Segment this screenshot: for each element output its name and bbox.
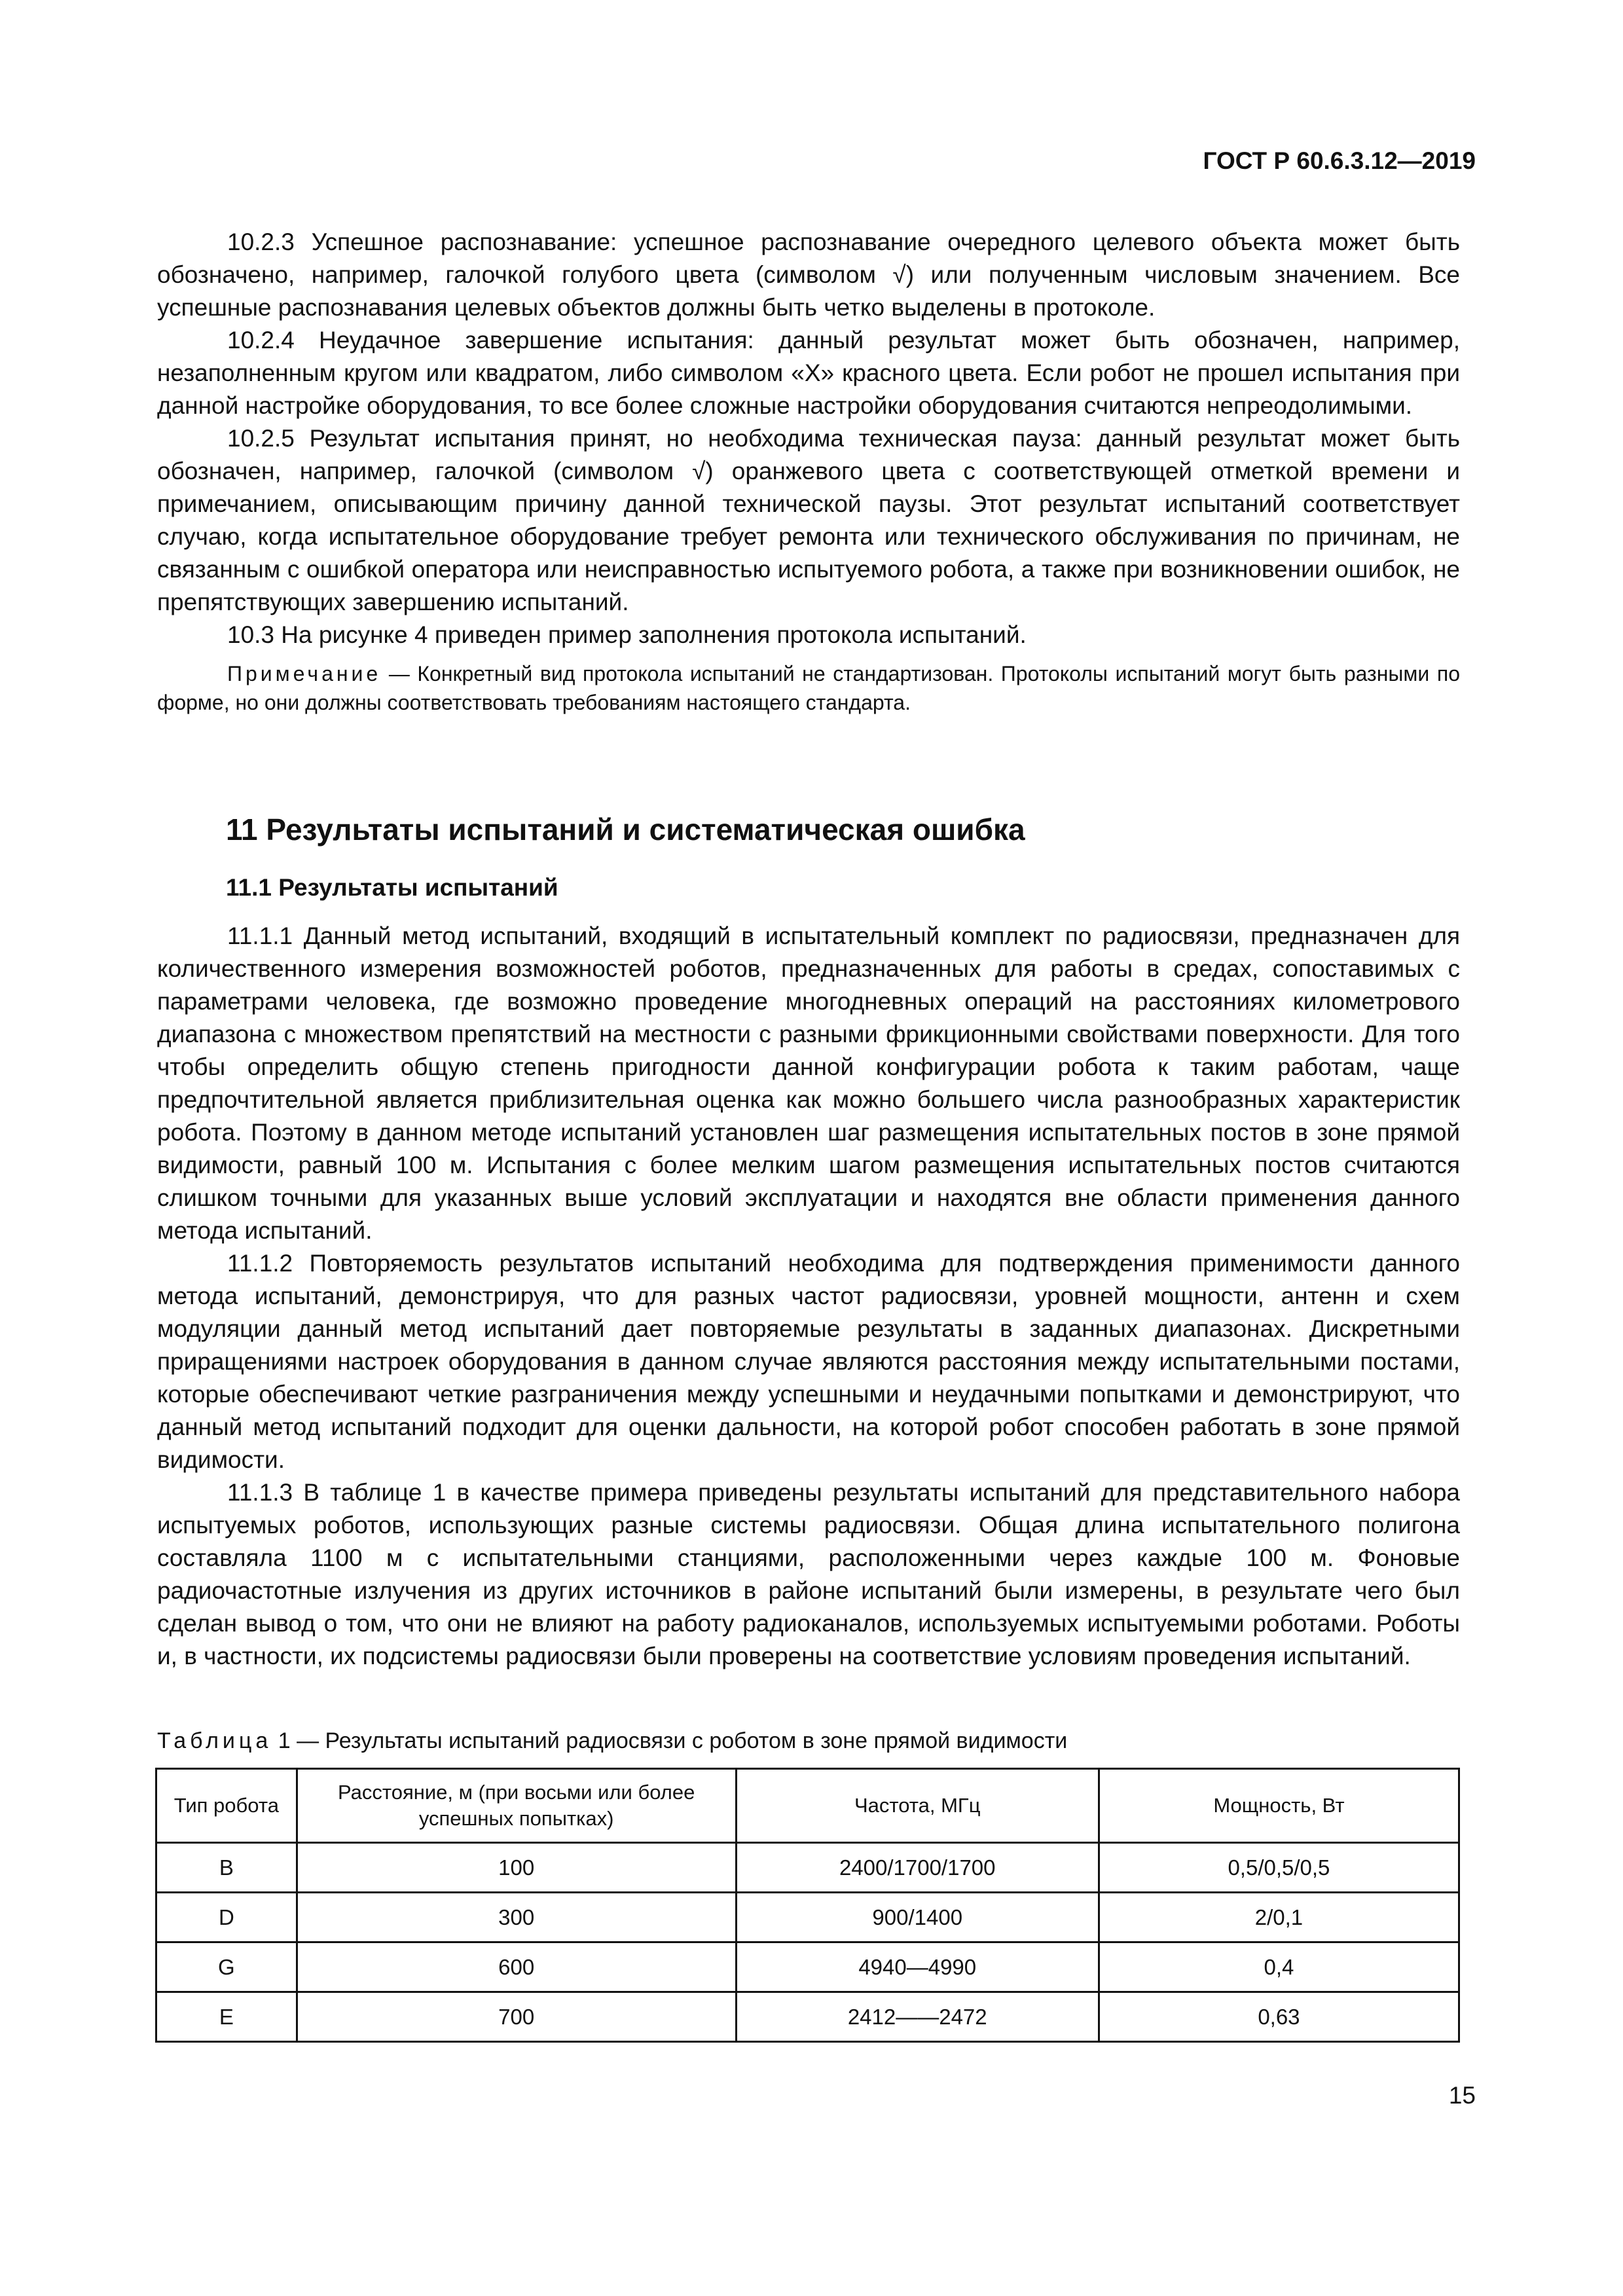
cell-distance: 300 [297,1893,736,1942]
paragraph-11-1-2: 11.1.2 Повторяемость результатов испытаний необходима для подтверждения применимости данного метода испытаний, демонстрируя, что для разных частот радиосвязи, уровней мощности, антенн и схем модуляции данный метод испытаний дает повторяемые результаты в заданных диапазонах. Дискретными приращениями настроек оборудования в данном случае являются расстояния между испытательными постами, которые обеспечивают четкие разграничения между успешными и неудачными попытками и демонстрируют, что данный метод испытаний подходит для оценки дальности, на которой робот способен работать в зоне прямой видимости. [157,1250,1460,1473]
paragraph-10-2-3: 10.2.3 Успешное распознавание: успешное распознавание очередного целевого объекта может быть обозначено, например, галочкой голубого цвета (символом √) или полученным числовым значением. Все успешные распознавания целевых объектов должны быть четко выделены в протоколе. [157,228,1460,321]
cell-distance: 600 [297,1942,736,1992]
paragraph-10-3: 10.3 На рисунке 4 приведен пример заполнения протокола испытаний. [227,621,1027,648]
cell-distance: 100 [297,1843,736,1893]
note [157,659,1460,717]
subsection-11-1-heading: 11.1 Результаты испытаний [226,874,558,901]
section-11-text [157,920,1460,1673]
cell-frequency: 2400/1700/1700 [736,1843,1099,1893]
cell-power: 0,63 [1099,1992,1459,2042]
table-row [156,1843,1459,1893]
cell-frequency: 900/1400 [736,1893,1099,1942]
paragraph-11-1-3: 11.1.3 В таблице 1 в качестве примера приведены результаты испытаний для представительного набора испытуемых роботов, использующих разные системы радиосвязи. Общая длина испытательного полигона составляла 1100 м с испытательными станциями, расположенными через каждые 100 м. Фоновые радиочастотные излучения из других источников в районе испытаний были измерены, в результате чего был сделан вывод о том, что они не влияют на работу радиоканалов, используемых испытуемыми роботами. Роботы и, в частности, их подсистемы радиосвязи были проверены на соответствие условиям проведения испытаний. [157,1479,1460,1669]
section-11-heading: 11 Результаты испытаний и систематическая ошибка [226,812,1025,847]
header-power: Мощность, Вт [1099,1769,1459,1843]
results-table [155,1768,1460,2043]
table-caption [157,1728,1067,1754]
note-text: — Конкретный вид протокола испытаний не стандартизован. Протоколы испытаний могут быть разными по форме, но они должны соответствовать требованиям настоящего стандарта. [157,662,1460,714]
document-code-header: ГОСТ Р 60.6.3.12—2019 [1203,147,1476,174]
table-row [156,1992,1459,2042]
cell-power: 0,4 [1099,1942,1459,1992]
cell-robot-type: B [156,1843,297,1893]
header-frequency: Частота, МГц [736,1769,1099,1843]
paragraph-10-2-4: 10.2.4 Неудачное завершение испытания: данный результат может быть обозначен, например, незаполненным кругом или квадратом, либо символом «X» красного цвета. Если робот не прошел испытания при данной настройке оборудования, то все более сложные настройки оборудования считаются непреодолимыми. [157,327,1460,419]
cell-distance: 700 [297,1992,736,2042]
page-number: 15 [1448,2082,1476,2109]
cell-frequency: 2412——2472 [736,1992,1099,2042]
note-label: Примечание [227,662,382,685]
table-row [156,1942,1459,1992]
cell-robot-type: E [156,1992,297,2042]
cell-power: 0,5/0,5/0,5 [1099,1843,1459,1893]
header-distance: Расстояние, м (при восьми или более успешных попытках) [297,1769,736,1843]
paragraph-11-1-1: 11.1.1 Данный метод испытаний, входящий в испытательный комплект по радиосвязи, предназначен для количественного измерения возможностей роботов, предназначенных для работы в средах, сопоставимых с параметрами человека, где возможно проведение многодневных операций на расстояниях километрового диапазона с множеством препятствий на местности с разными фрикционными свойствами поверхности. Для того чтобы определить общую степень пригодности данной конфигурации робота к таким работам, чаще предпочтительной является приблизительная оценка как можно большего числа разнообразных характеристик робота. Поэтому в данном методе испытаний установлен шаг размещения испытательных постов в зоне прямой видимости, равный 100 м. Испытания с более мелким шагом размещения испытательных постов считаются слишком точными для указанных выше условий эксплуатации и находятся вне области применения данного метода испытаний. [157,922,1460,1244]
section-10-text [157,226,1460,717]
table-caption-text: 1 — Результаты испытаний радиосвязи с роботом в зоне прямой видимости [272,1728,1068,1753]
cell-robot-type: G [156,1942,297,1992]
table-row [156,1893,1459,1942]
cell-robot-type: D [156,1893,297,1942]
cell-frequency: 4940—4990 [736,1942,1099,1992]
table-caption-label: Таблица [157,1728,272,1753]
header-robot-type: Тип робота [156,1769,297,1843]
cell-power: 2/0,1 [1099,1893,1459,1942]
table-header-row [156,1769,1459,1843]
paragraph-10-2-5: 10.2.5 Результат испытания принят, но необходима техническая пауза: данный результат может быть обозначен, например, галочкой (символом √) оранжевого цвета с соответствующей отметкой времени и примечанием, описывающим причину данной технической паузы. Этот результат испытаний соответствует случаю, когда испытательное оборудование требует ремонта или технического обслуживания по причинам, не связанным с ошибкой оператора или неисправностью испытуемого робота, а также при возникновении ошибок, не препятствующих завершению испытаний. [157,425,1460,615]
